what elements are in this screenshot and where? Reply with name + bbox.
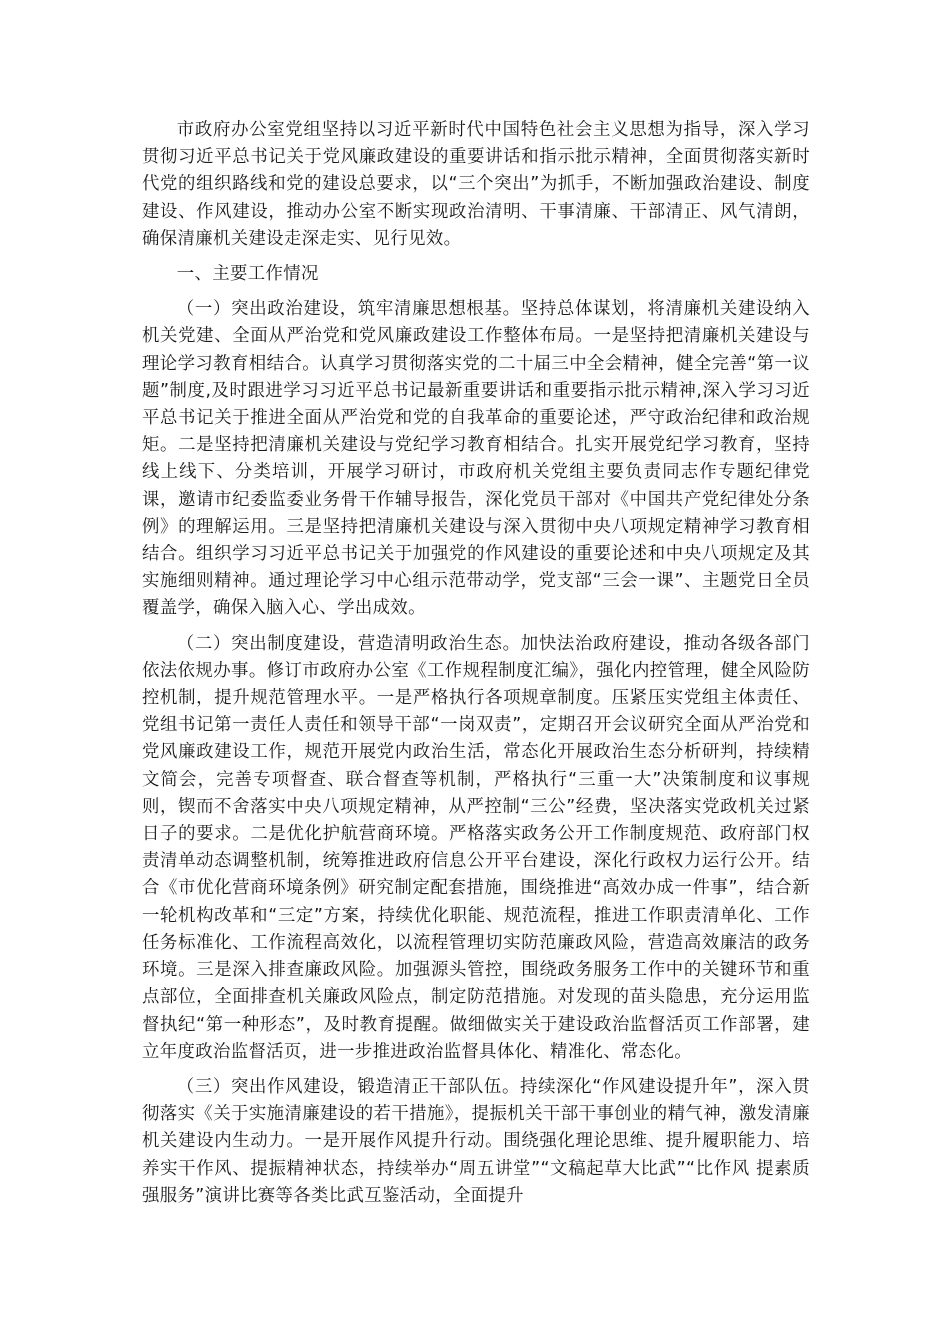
section-heading: 一、主要工作情况 [176, 264, 319, 285]
intro-paragraph: 市政府办公室党组坚持以习近平新时代中国特色社会主义思想为指导，深入学习贯彻习近平总书记关于党风廉政建设的重要讲话和指示批示精神，全面贯彻落实新时代党的组织路线和党的建设总要求，以“三个突出”为抓手，不断加强政治建设、制度建设、作风建设，推动办公室不断实现政治清明、干事清廉、干部清正、风气清朗，确保清廉机关建设走深走实、见行见效。 [142, 120, 810, 249]
work-style-building-paragraph: （三）突出作风建设，锻造清正干部队伍。持续深化“作风建设提升年”，深入贯彻落实《关于实施清廉建设的若干措施》，提振机关干部干事创业的精气神，激发清廉机关建设内生动力。一是开展作风提升行动。围绕强化理论思维、提升履职能力、培养实干作风、提振精神状态，持续举办“周五讲堂”“文稿起草大比武”“比作风 提素质 强服务”演讲比赛等各类比武互鉴活动，全面提升 [142, 1076, 810, 1206]
political-building-paragraph: （一）突出政治建设，筑牢清廉思想根基。坚持总体谋划，将清廉机关建设纳入机关党建、全面从严治党和党风廉政建设工作整体布局。一是坚持把清廉机关建设与理论学习教育相结合。认真学习贯彻落实党的二十届三中全会精神，健全完善“第一议题”制度,及时跟进学习习近平总书记最新重要讲话和重要指示批示精神,深入学习习近平总书记关于推进全面从严治党和党的自我革命的重要论述，严守政治纪律和政治规矩。二是坚持把清廉机关建设与党纪学习教育相结合。扎实开展党纪学习教育，坚持线上线下、分类培训，开展学习研讨，市政府机关党组主要负责同志作专题纪律党课，邀请市纪委监委业务骨干作辅导报告，深化党员干部对《中国共产党纪律处分条例》的理解运用。三是坚持把清廉机关建设与深入贯彻中央八项规定精神学习教育相结合。组织学习习近平总书记关于加强党的作风建设的重要论述和中央八项规定及其实施细则精神。通过理论学习中心组示范带动学，党支部“三会一课”、主题党日全员覆盖学，确保入脑入心、学出成效。 [142, 299, 810, 619]
document-body [142, 117, 810, 1210]
institutional-building-paragraph: （二）突出制度建设，营造清明政治生态。加快法治政府建设，推动各级各部门依法依规办事。修订市政府办公室《工作规程制度汇编》，强化内控管理，健全风险防控机制，提升规范管理水平。一是严格执行各项规章制度。压紧压实党组主体责任、党组书记第一责任人责任和领导干部“一岗双责”，定期召开会议研究全面从严治党和党风廉政建设工作，规范开展党内政治生活，常态化开展政治生态分析研判，持续精文简会，完善专项督查、联合督查等机制，严格执行“三重一大”决策制度和议事规则，锲而不舍落实中央八项规定精神，从严控制“三公”经费，坚决落实党政机关过紧日子的要求。二是优化护航营商环境。严格落实政务公开工作制度规范、政府部门权责清单动态调整机制，统筹推进政府信息公开平台建设，深化行政权力运行公开。结合《市优化营商环境条例》研究制定配套措施，围绕推进“高效办成一件事”，结合新一轮机构改革和“三定”方案，持续优化职能、规范流程，推进工作职责清单化、工作任务标准化、工作流程高效化，以流程管理切实防范廉政风险，营造高效廉洁的政务环境。三是深入排查廉政风险。加强源头管控，围绕政务服务工作中的关键环节和重点部位，全面排查机关廉政风险点，制定防范措施。对发现的苗头隐患，充分运用监督执纪“第一种形态”，及时教育提醒。做细做实关于建设政治监督活页工作部署，建立年度政治监督活页，进一步推进政治监督具体化、精准化、常态化。 [142, 633, 810, 1062]
